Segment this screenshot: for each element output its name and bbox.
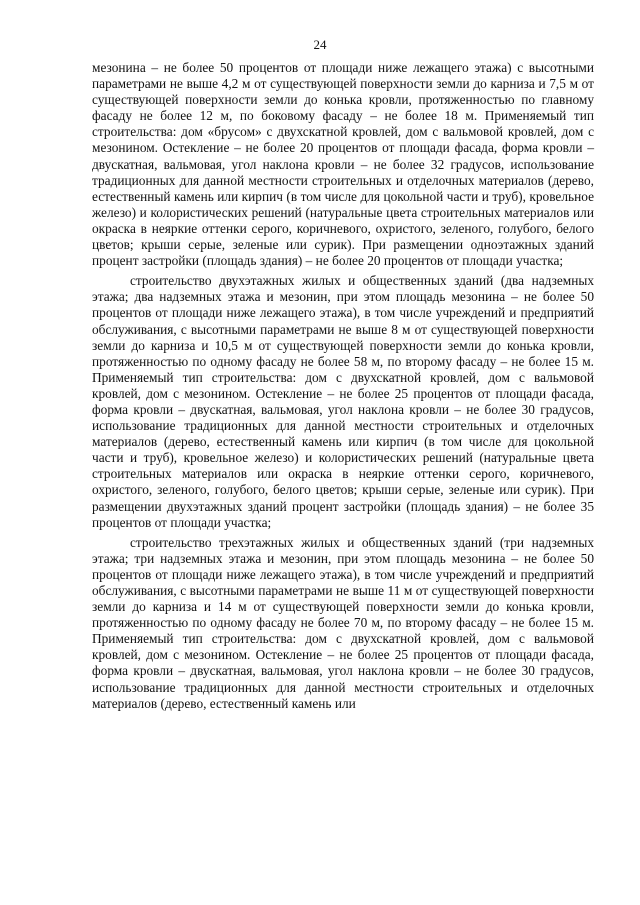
paragraph-two-story: строительство двухэтажных жилых и общественных зданий (два надземных этажа; два надземных этажа и мезонин, при этом площадь мезонина – не более 50 процентов от площади ниже лежащего этажа), в том числе учреждений и предприятий обслуживания, с высотными параметрами не выше 8 м от существующей поверхности земли до карниза и 10,5 м от существующей поверхности земли до конька кровли, протяженностью по одному фасаду не более 58 м, по второму фасаду – не более 15 м. Применяемый тип строительства: дом с двухскатной кровлей, дом с вальмовой кровлей, дом с мезонином. Остекление – не более 25 процентов от площади фасада, форма кровли – двускатная, вальмовая, угол наклона кровли – не более 30 градусов, использование традиционных для данной местности строительных и отделочных материалов (дерево, естественный камень или кирпич (в том числе для цокольной части и труб), кровельное железо) и колористических решений (натуральные цвета строительных материалов или окраска в неяркие оттенки серого, коричневого, охристого, зеленого, голубого, белого цветов; крыши серые, зеленые или сурик). При размещении двухэтажных зданий процент застройки (площадь здания) – не более 35 процентов от площади участка; (92, 273, 594, 530)
paragraph-three-story: строительство трехэтажных жилых и общественных зданий (три надземных этажа; три надземных этажа и мезонин, при этом площадь мезонина – не более 50 процентов от площади ниже лежащего этажа), в том числе учреждений и предприятий обслуживания, с высотными параметрами не выше 11 м от существующей поверхности земли до карниза и 14 м от существующей поверхности земли до конька кровли, протяженностью по одному фасаду не более 70 м, по второму фасаду – не более 15 м. Применяемый тип строительства: дом с двухскатной кровлей, дом с вальмовой кровлей, дом с мезонином. Остекление – не более 25 процентов от площади фасада, форма кровли – двускатная, вальмовая, угол наклона кровли – не более 30 градусов, использование традиционных для данной местности строительных и отделочных материалов (дерево, естественный камень или (92, 534, 594, 711)
document-body (92, 60, 594, 712)
page-number: 24 (313, 37, 327, 52)
paragraph-one-story-continued: мезонина – не более 50 процентов от площади ниже лежащего этажа) с высотными параметрами не выше 4,2 м от существующей поверхности земли до карниза и 7,5 м от существующей поверхности земли до конька кровли, протяженностью по главному фасаду не более 12 м, по боковому фасаду – не более 18 м. Применяемый тип строительства: дом «брусом» с двухскатной кровлей, дом с вальмовой кровлей, дом с мезонином. Остекление – не более 20 процентов от площади фасада, форма кровли – двускатная, вальмовая, угол наклона кровли – не более 32 градусов, использование традиционных для данной местности строительных и отделочных материалов (дерево, естественный камень или кирпич (в том числе для цокольной части и труб), кровельное железо) и колористических решений (натуральные цвета строительных материалов или окраска в неяркие оттенки серого, коричневого, охристого, зеленого, голубого, белого цветов; крыши серые, зеленые или сурик). При размещении одноэтажных зданий процент застройки (площадь здания) – не более 20 процентов от площади участка; (92, 60, 594, 269)
